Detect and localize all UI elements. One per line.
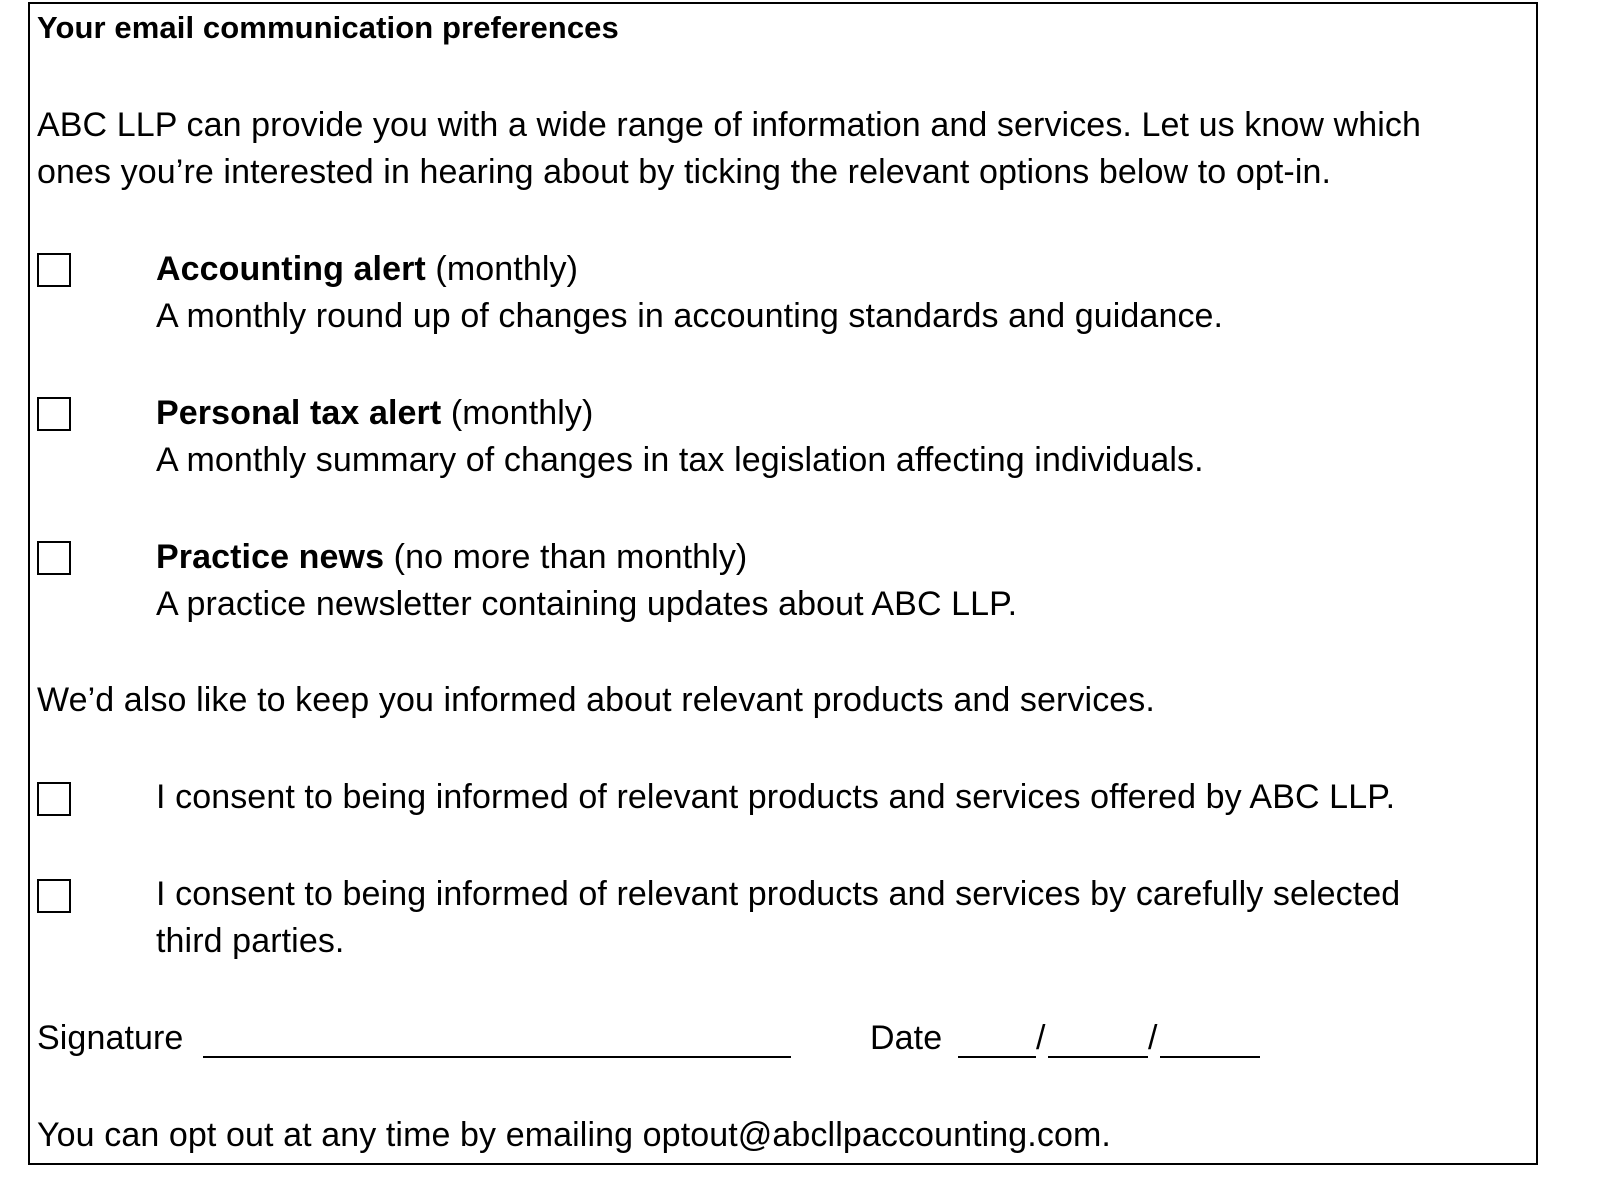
- accounting-alert-frequency: (monthly): [435, 250, 579, 288]
- accounting-alert-checkbox[interactable]: [37, 253, 71, 287]
- accounting-alert-name: Accounting alert: [156, 250, 426, 288]
- consent-abc-llp-text: I consent to being informed of relevant products and services offered by ABC LLP.: [156, 778, 1396, 816]
- date-day-line[interactable]: [958, 1056, 1036, 1058]
- date-separator-2: /: [1148, 1019, 1158, 1057]
- personal-tax-alert-description: A monthly summary of changes in tax legislation affecting individuals.: [156, 441, 1204, 479]
- footer-opt-out-text: You can opt out at any time by emailing optout@abcllpaccounting.com.: [37, 1116, 1111, 1154]
- date-label: Date: [870, 1019, 943, 1057]
- practice-news-description: A practice newsletter containing updates about ABC LLP.: [156, 585, 1018, 623]
- accounting-alert-title-line: [156, 249, 578, 289]
- personal-tax-alert-checkbox[interactable]: [37, 397, 71, 431]
- date-month-line[interactable]: [1048, 1056, 1148, 1058]
- accounting-alert-description: A monthly round up of changes in accounting standards and guidance.: [156, 297, 1224, 335]
- practice-news-frequency: (no more than monthly): [393, 538, 748, 576]
- consent-third-parties-text-line-1: I consent to being informed of relevant products and services by carefully selected: [156, 875, 1401, 913]
- form-title: Your email communication preferences: [37, 10, 619, 45]
- date-year-line[interactable]: [1160, 1056, 1260, 1058]
- consent-abc-llp-checkbox[interactable]: [37, 782, 71, 816]
- consent-third-parties-checkbox[interactable]: [37, 879, 71, 913]
- date-separator-1: /: [1036, 1019, 1046, 1057]
- practice-news-title-line: [156, 537, 747, 577]
- intro-text-line-2: ones you’re interested in hearing about by ticking the relevant options below to opt-in.: [37, 153, 1332, 191]
- signature-label: Signature: [37, 1019, 184, 1057]
- personal-tax-alert-frequency: (monthly): [450, 394, 594, 432]
- practice-news-name: Practice news: [156, 538, 385, 576]
- personal-tax-alert-title-line: [156, 393, 593, 433]
- marketing-intro-text: We’d also like to keep you informed about relevant products and services.: [37, 681, 1155, 719]
- practice-news-checkbox[interactable]: [37, 541, 71, 575]
- signature-line[interactable]: [203, 1056, 791, 1058]
- consent-third-parties-text-line-2: third parties.: [156, 922, 345, 960]
- personal-tax-alert-name: Personal tax alert: [156, 394, 442, 432]
- intro-text-line-1: ABC LLP can provide you with a wide range of information and services. Let us know which: [37, 106, 1422, 144]
